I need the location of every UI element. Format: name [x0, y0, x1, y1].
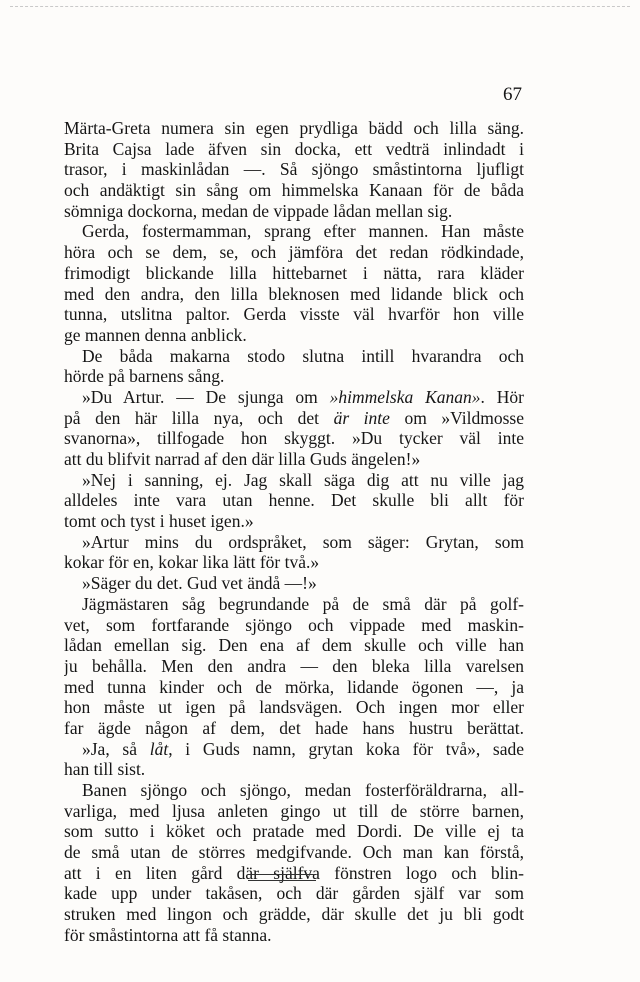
text-line: frimodigt blickande lilla hittebarnet i nätta, rara kläder	[64, 262, 524, 283]
text-line: Märta-Greta numera sin egen prydliga bädd och lilla säng.	[64, 118, 524, 138]
text-line: »Artur mins du ordspråket, som säger: Grytan, som	[82, 531, 524, 552]
text-line: kokar för en, kokar lika lätt för två.»	[64, 552, 320, 573]
text-line: lådan emellan sig. Den ena af dem skulle och ville han	[64, 635, 524, 656]
text-line: höra och se dem, se, och jämföra det redan rödkindade,	[64, 242, 524, 263]
text-line: Gerda, fostermamman, sprang efter mannen. Han måste	[82, 221, 524, 242]
text-line: med tunna kinder och de mörka, lidande ögonen —, ja	[64, 676, 524, 697]
text-line: att du blifvit narrad af den där lilla Guds ängelen!»	[64, 449, 421, 469]
text-line: sömniga dockorna, medan de vippade lådan mellan sig.	[64, 200, 453, 221]
rule-line	[248, 880, 316, 881]
text-line: alldeles inte vara utan henne. Det skulle bli allt för	[64, 490, 524, 511]
text-line: och andäktigt sin sång om himmelska Kanaan för de båda	[64, 180, 524, 201]
body-text	[64, 118, 524, 946]
text-line: de små utan de störres medgifvande. Och man kan förstå,	[64, 842, 524, 863]
top-edge-rule	[10, 6, 630, 7]
text-line: ge mannen denna anblick.	[64, 324, 247, 345]
rule-line	[248, 874, 316, 875]
text-line: han till sist.	[64, 759, 146, 780]
text-line: som sutto i köket och pratade med Dordi. De ville ej ta	[64, 821, 524, 842]
text-line: »Säger du det. Gud vet ändå —!»	[82, 573, 317, 594]
text-line: svanorna», tillfogade hon skyggt. »Du tycker väl inte	[64, 428, 524, 449]
text-line: hörde på barnens sång.	[64, 366, 225, 387]
text-line: Banen sjöngo och sjöngo, medan fosterföräldrarna, all-	[82, 780, 524, 800]
text-line: far ägde någon af dem, det hade hans hustru berättat.	[64, 717, 524, 738]
text-line: Jägmästaren såg begrundande på de små där på golf-	[82, 593, 524, 614]
text-line: vet, som fortfarande sjöngo och vippade med maskin-	[64, 614, 524, 635]
page-number: 67	[503, 84, 522, 105]
text-line: »Ja, så låt, i Guds namn, grytan koka för två», sade	[82, 738, 524, 759]
section-end-rule	[248, 874, 316, 881]
text-line: för småstintorna att få stanna.	[64, 924, 272, 945]
text-line: tunna, utslitna paltor. Gerda visste väl hvarför hon ville	[64, 304, 524, 325]
text-line: De båda makarna stodo slutna intill hvarandra och	[82, 345, 524, 366]
text-line: »Nej i sanning, ej. Jag skall säga dig att nu ville jag	[82, 469, 524, 490]
text-line: med den andra, den lilla bleknosen med lidande blick och	[64, 283, 524, 304]
text-line: varliga, med ljusa anleten gingo ut till de större barnen,	[64, 800, 524, 821]
text-line: struken med lingon och grädde, där skulle det ju bli godt	[64, 904, 524, 925]
text-line: att i en liten gård där själfva fönstren logo och blin-	[64, 862, 524, 883]
text-line: trasor, i maskinlådan —. Så sjöngo småstintorna ljufligt	[64, 159, 524, 180]
text-line: tomt och tyst i huset igen.»	[64, 511, 254, 532]
text-line: på den här lilla nya, och det är inte om »Vildmosse	[64, 407, 524, 428]
text-line: »Du Artur. — De sjunga om »himmelska Kanan». Hör	[82, 386, 524, 407]
text-line: ju behålla. Men den andra — den bleka lilla varelsen	[64, 655, 524, 676]
text-line: Brita Cajsa lade äfven sin docka, ett vedträ inlindadt i	[64, 138, 524, 159]
text-line: kade upp under takåsen, och där gården själf var som	[64, 883, 524, 904]
text-line: hon måste ut igen på landsvägen. Och ingen mor eller	[64, 697, 524, 718]
